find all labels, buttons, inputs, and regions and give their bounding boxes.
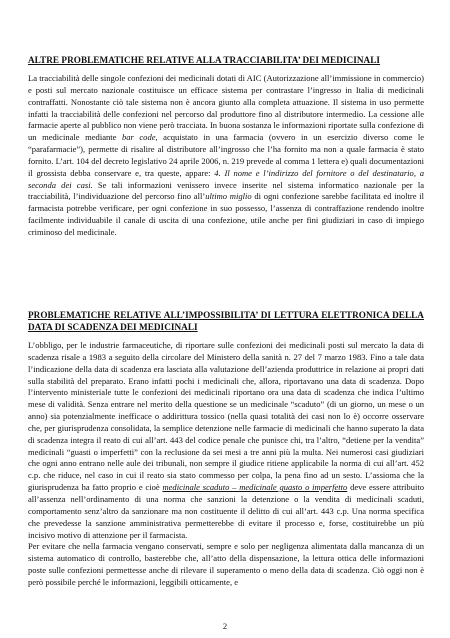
section-heading-expiry-date: PROBLEMATICHE RELATIVE ALL’IMPOSSIBILITA’ DI LETTURA ELETTRONICA DELLA DATA DI SCADENZA DEI MEDICINALI — [28, 310, 424, 332]
page-number: 2 — [222, 621, 228, 631]
text-run-italic-underlined: medicinale scaduto – medicinale guasto o imperfetto — [162, 482, 348, 493]
text-run-italic: ultimo miglio — [205, 191, 252, 202]
paragraph-traceability — [28, 73, 424, 239]
section-heading-traceability: ALTRE PROBLEMATICHE RELATIVE ALLA TRACCIABILITA’ DEI MEDICINALI — [28, 55, 380, 65]
text-run: L’obbligo, per le industrie farmaceutiche, di riportare sulle confezioni dei medicinali posti sul mercato la data di scadenza risale a 1983 a seguito della circolare del Ministero della sanità n. 27 del 7 marzo 1983. Fino a tale data l’indicazione della data di scadenza era lasciata alla valutazione dell’azienda produttrice in relazione ai propri dati sulla stabilità del preparato. Erano infatti pochi i medicinali che, allora, riportavano una data di scadenza. Dopo l’intervento ministeriale tutte le confezioni dei medicinali riportano ora una data di scadenza che indica l’ultimo mese di validità. Senza entrare nel merito della questione se un medicinale “scaduto” (di un giorno, un mese o un anno) sia potenzialmente inefficace o addirittura tossico (nella quasi totalità dei casi non lo è) occorre osservare che, per giurisprudenza consolidata, la semplice detenzione nelle farmacie di medicinali che hanno superato la data di scadenza integra il reato di cui all’art. 443 del codice penale che punisce chi, tra l’altro, “detiene per la vendita” medicinali “guasti o imperfetti” con la reclusione da sei mesi a tre anni più la multa. Nei numerosi casi giudiziari che ogni anno entrano nelle aule dei tribunali, non sempre il giudice ritiene applicabile la norma di cui all’art. 452 c.p. che riduce, nel caso in cui il reato sia stato commesso per colpa, la pena fino ad un sesto. L’assioma che la giurisprudenza ha fatto proprio e cioè — [28, 340, 424, 493]
quoted-law-text: 4. Il nome e l’indirizzo del fornitore o del destinatario, a seconda dei casi. — [28, 167, 424, 190]
text-run: di ogni confezione sarebbe facilitata ed inoltre il farmacista potrebbe verificare, per ogni confezione in suo possesso, l’assenza di contraffazione rendendo inoltre facilmente individuabile il canale di uscita di una confezione, utile anche per fini giudiziari in caso di impiego criminoso del medicinale. — [28, 191, 424, 237]
paragraph-expiry-date — [28, 340, 424, 589]
text-run: deve essere attribuito all’assenza nell’ordinamento di una norma che sanzioni la detenzione o la vendita di medicinali scaduti, comportamento senz’altro da sanzionare ma non costituente il delitto di cui all’art. 443 c.p. Una norma specifica che prevedesse la sanzione amministrativa permetterebbe di evitare il processo e, forse, costituirebbe un più incisivo motivo di attenzione per il farmacista. — [28, 482, 425, 540]
text-run: Per evitare che nella farmacia vengano conservati, sempre e solo per negligenza alimentata dalla mancanza di un sistema automatico di controllo, basterebbe che, all’atto della dispensazione, la lettura ottica delle informazioni poste sulle confezioni permettesse anche di rilevare il superamento o meno della data di scadenza. Ciò oggi non è però possibile perché le informazioni, leggibili otticamente, e — [28, 541, 424, 587]
text-run: Se tali informazioni venissero invece inserite nel sistema informatico nazionale per la tracciabilità, l’individuazione del percorso fino all’ — [28, 179, 424, 202]
text-run-italic: bar code — [121, 132, 156, 143]
text-run: , acquistato in una farmacia (ovvero in un esercizio diverso come le “parafarmacie”), permette di risalire al distributore all’ingrosso che l’ha fornito ma non a quale farmacia è stato fornito. L’art. 104 del decreto legislativo 24 aprile 2006, n. 219 prevede al comma 1 lettera e) quali documentazioni il grossista debba conservare e, tra queste, appare: — [28, 132, 424, 178]
text-run: La tracciabilità delle singole confezioni dei medicinali dotati di AIC (Autorizzazione all’immissione in commercio) e posti sul mercato nazionale costituisce un efficace sistema per contrastare l’ingresso in Italia di medicinali contraffatti. Nonostante ciò tale sistema non è ancora giunto alla completa attuazione. Il sistema in uso permette infatti la tracciabilità delle confezioni nel percorso dal produttore fino al distributore intermedio. La cessione alle farmacie aperte al pubblico non viene però tracciata. In buona sostanza le informazioni riportate sulla confezione di un medicinale mediante — [28, 73, 424, 143]
